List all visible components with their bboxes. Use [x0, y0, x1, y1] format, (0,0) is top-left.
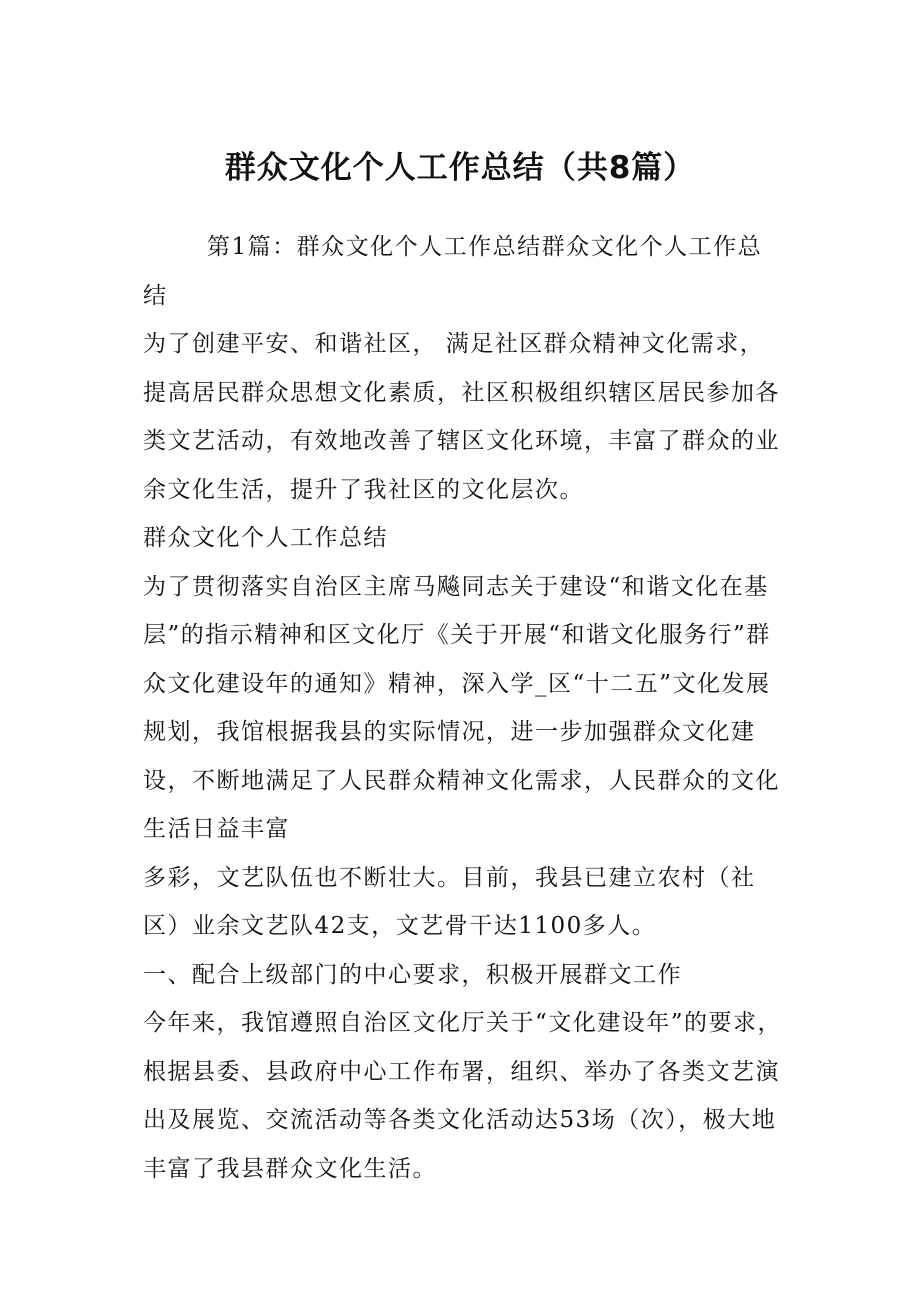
paragraph-teams: 多彩，文艺队伍也不断壮大。目前，我县已建立农村（社区）业余文艺队42支，文艺骨干达1100多人。: [143, 864, 756, 939]
document-body: [143, 223, 783, 1193]
section-heading-1: 一、配合上级部门的中心要求，积极开展群文工作: [143, 961, 682, 988]
paragraph-background: 为了贯彻落实自治区主席马飚同志关于建设“和谐文化在基层”的指示精神和区文化厅《关于开展“和谐文化服务行”群众文化建设年的通知》精神，深入学_区“十二五”文化发展规划，我馆根据我县的实际情况，进一步加强群众文化建设，不断地满足了人民群众精神文化需求，人民群众的文化生活日益丰富: [143, 573, 780, 842]
paragraph-intro: 为了创建平安、和谐社区， 满足社区群众精神文化需求，提高居民群众思想文化素质，社区积极组织辖区居民参加各类文艺活动，有效地改善了辖区文化环境，丰富了群众的业余文化生活，提升了我社区的文化层次。: [143, 331, 780, 503]
paragraph-chapter-heading: 第1篇：群众文化个人工作总结群众文化个人工作总结: [143, 234, 763, 309]
document-title: 群众文化个人工作总结（共8篇）: [224, 150, 696, 186]
paragraph-activities: 今年来，我馆遵照自治区文化厅关于“文化建设年”的要求，根据县委、县政府中心工作布署，组织、举办了各类文艺演出及展览、交流活动等各类文化活动达53场（次），极大地丰富了我县群众文化生活。: [143, 1010, 783, 1182]
paragraph-subheading: 群众文化个人工作总结: [143, 525, 388, 551]
